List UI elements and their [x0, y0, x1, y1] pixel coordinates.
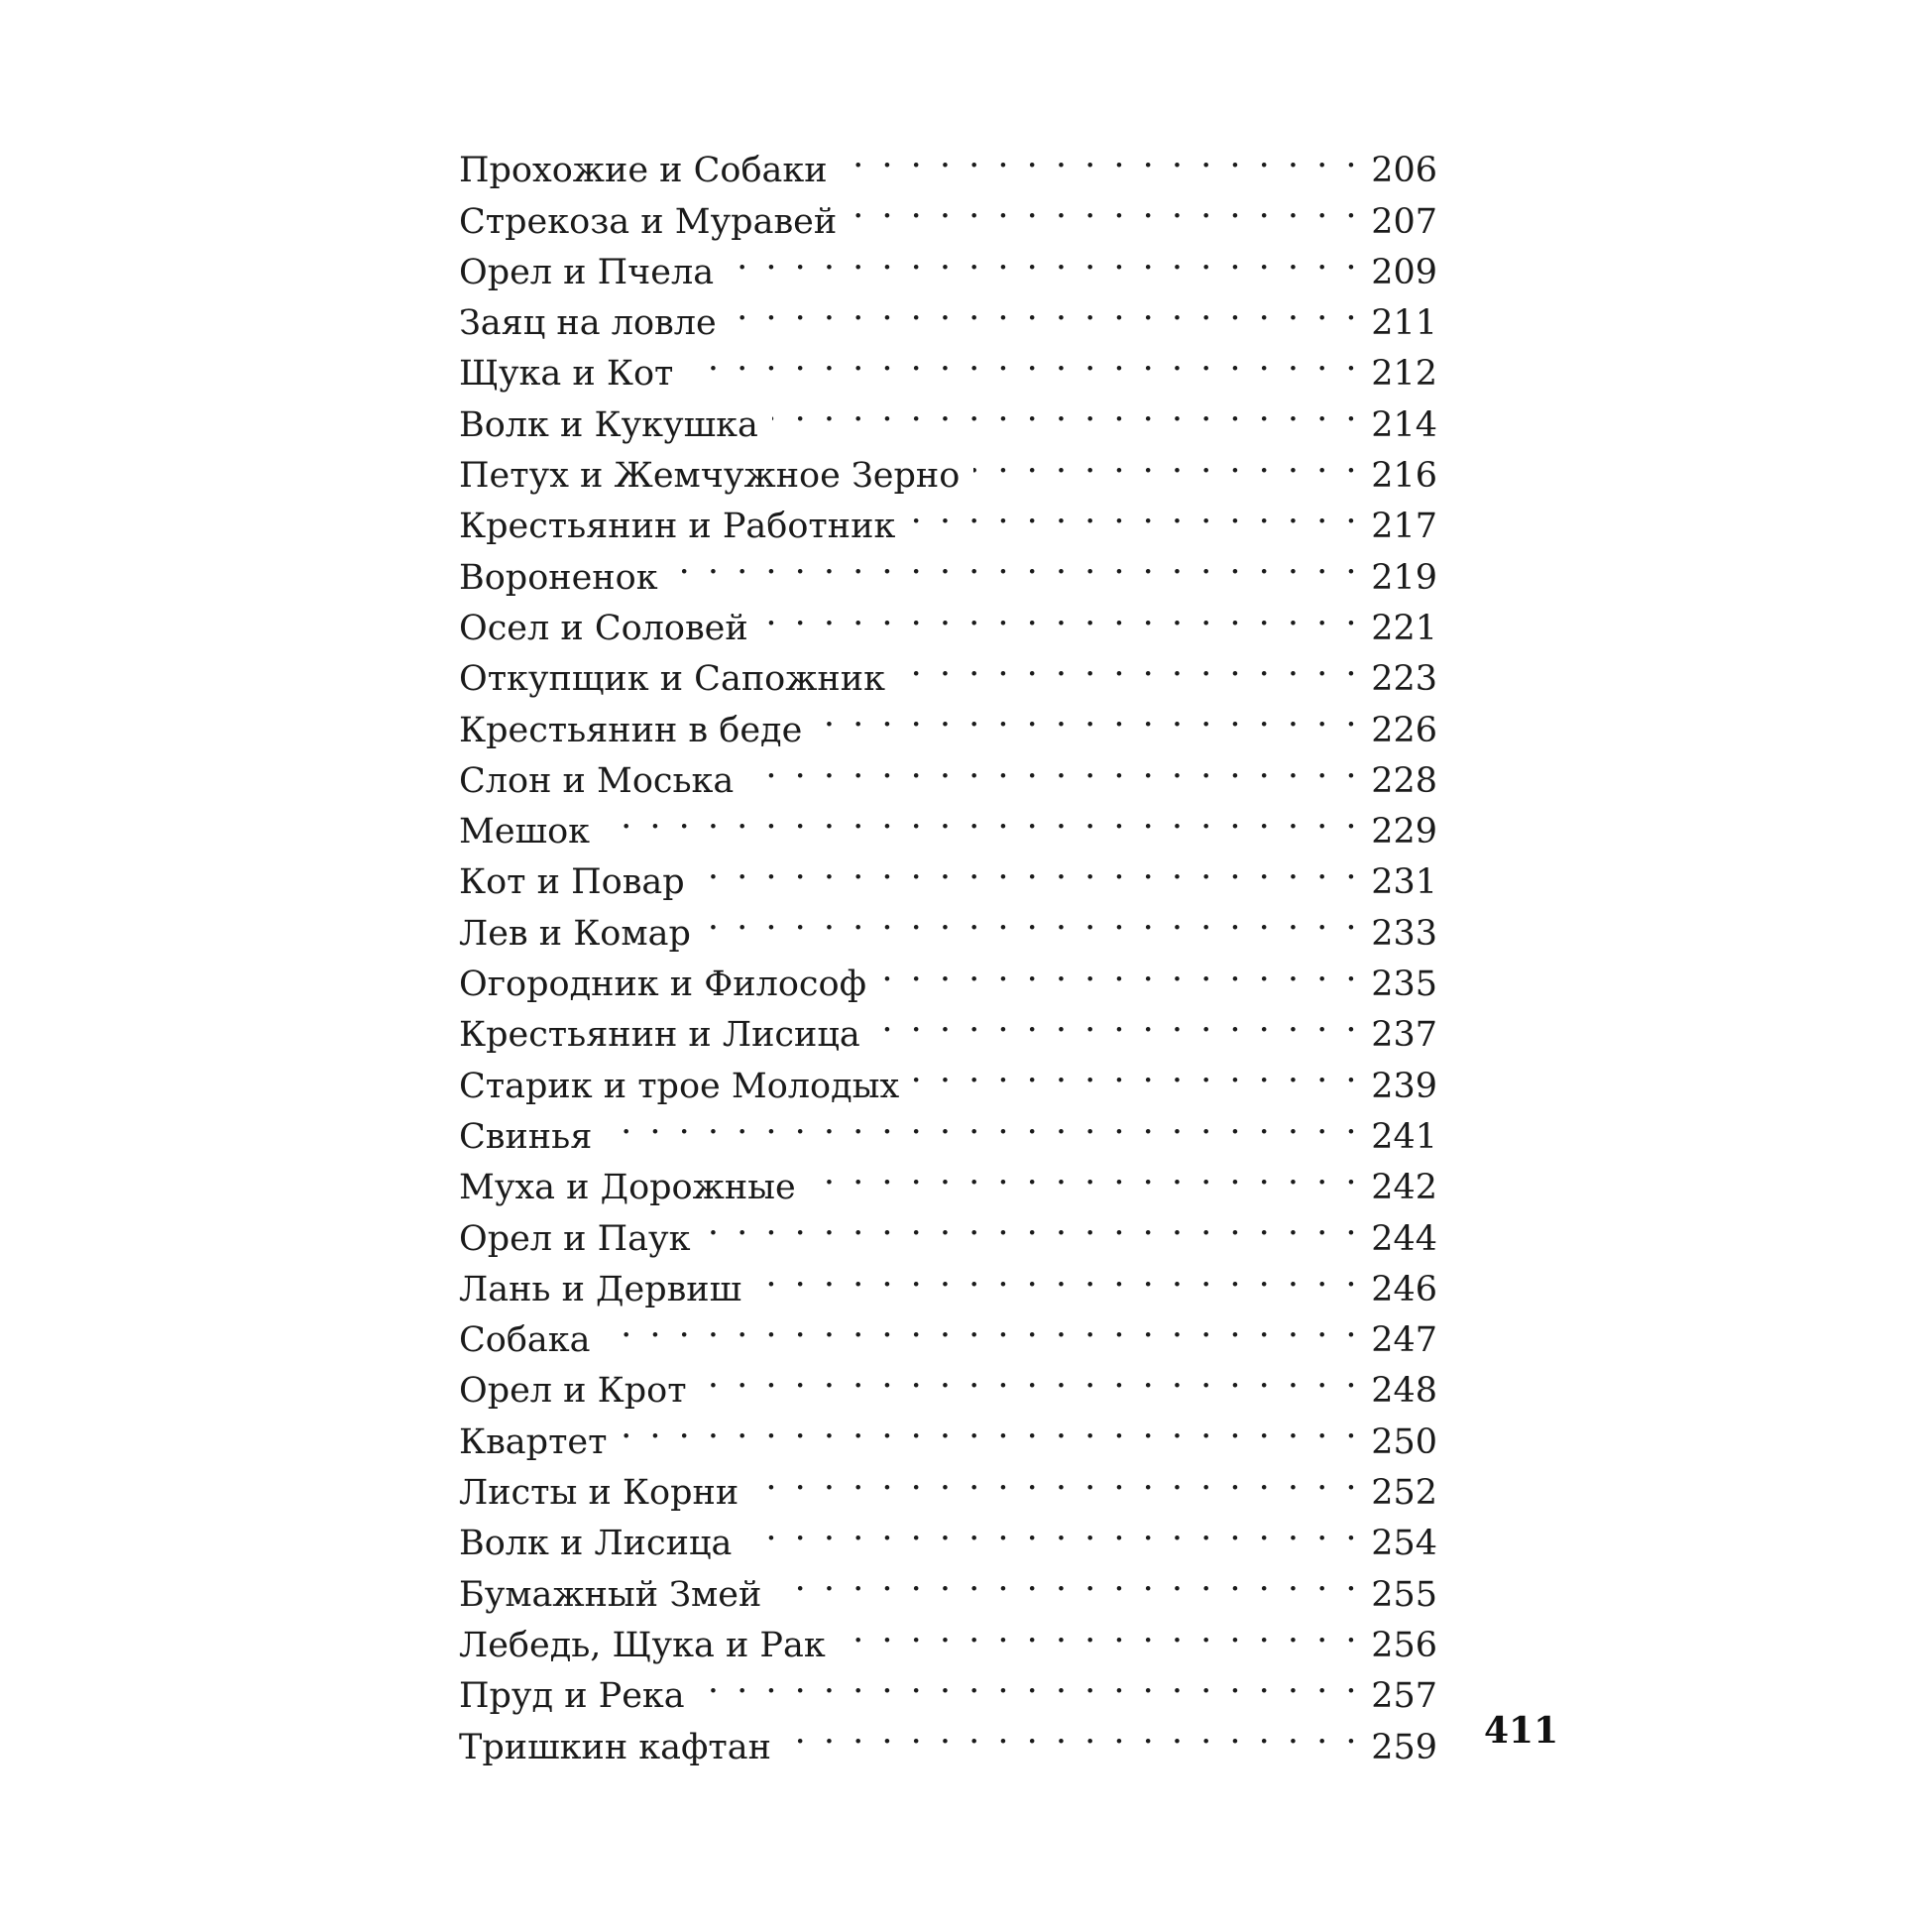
toc-entry-page: 229 — [1371, 812, 1437, 852]
dot-leader — [704, 1198, 1360, 1249]
toc-entry-page: 241 — [1371, 1116, 1437, 1157]
toc-entry-title: Кот и Повар — [459, 862, 685, 903]
toc-entry-title: Старик и трое Молодых — [459, 1066, 900, 1106]
dot-leader — [810, 1148, 1360, 1198]
dot-leader — [913, 1046, 1360, 1096]
toc-entry — [459, 1097, 1437, 1157]
toc-entry-page: 257 — [1371, 1676, 1437, 1717]
dot-leader — [775, 1554, 1360, 1605]
toc-entry-page: 239 — [1371, 1066, 1437, 1106]
toc-entry-page: 226 — [1371, 710, 1437, 750]
dot-leader — [816, 690, 1360, 740]
toc-entry-page: 248 — [1371, 1371, 1437, 1412]
toc-entry-page: 216 — [1371, 456, 1437, 497]
dot-leader — [728, 233, 1360, 284]
table-of-contents — [459, 131, 1437, 1767]
toc-entry-title: Собака — [459, 1320, 591, 1361]
dot-leader — [605, 1301, 1360, 1351]
toc-entry-page: 207 — [1371, 201, 1437, 242]
toc-entry-title: Лебедь, Щука и Рак — [459, 1625, 826, 1665]
toc-entry-title: Прохожие и Собаки — [459, 151, 828, 191]
toc-entry-page: 219 — [1371, 557, 1437, 598]
toc-entry-title: Бумажный Змей — [459, 1574, 762, 1615]
toc-entry-title: Крестьянин и Работник — [459, 507, 896, 547]
toc-entry-title: Квартет — [459, 1421, 608, 1462]
toc-entry — [459, 843, 1437, 903]
toc-entry-title: Стрекоза и Муравей — [459, 201, 838, 242]
toc-entry-title: Волк и Кукушка — [459, 404, 758, 445]
dot-leader — [699, 843, 1360, 893]
toc-entry-title: Щука и Кот — [459, 354, 674, 395]
toc-entry-page: 211 — [1371, 303, 1437, 344]
dot-leader — [752, 1453, 1360, 1504]
toc-entry-page: 209 — [1371, 252, 1437, 292]
toc-entry-title: Заяц на ловле — [459, 303, 717, 344]
dot-leader — [785, 1707, 1360, 1758]
toc-entry-title: Волк и Лисица — [459, 1524, 733, 1564]
dot-leader — [851, 181, 1360, 232]
toc-entry-page: 228 — [1371, 760, 1437, 801]
dot-leader — [604, 792, 1360, 843]
dot-leader — [701, 1351, 1360, 1402]
toc-entry-page: 247 — [1371, 1320, 1437, 1361]
toc-entry-page: 252 — [1371, 1473, 1437, 1514]
dot-leader — [622, 1402, 1360, 1452]
toc-entry-title: Мешок — [459, 812, 591, 852]
toc-entry-title: Откупщик и Сапожник — [459, 659, 885, 700]
toc-entry-page: 237 — [1371, 1015, 1437, 1056]
toc-entry-page: 221 — [1371, 608, 1437, 648]
dot-leader — [762, 589, 1360, 639]
toc-entry-title: Крестьянин и Лисица — [459, 1015, 860, 1056]
dot-leader — [606, 1097, 1360, 1148]
dot-leader — [705, 893, 1360, 944]
toc-entry-title: Листы и Корни — [459, 1473, 739, 1514]
toc-entry-page: 206 — [1371, 151, 1437, 191]
dot-leader — [840, 1606, 1360, 1656]
toc-entry-title: Свинья — [459, 1116, 593, 1157]
dot-leader — [842, 131, 1360, 181]
toc-entry-title: Орел и Паук — [459, 1218, 691, 1259]
toc-entry-page: 256 — [1371, 1625, 1437, 1665]
dot-leader — [755, 1250, 1360, 1301]
toc-entry-title: Орел и Крот — [459, 1371, 687, 1412]
dot-leader — [899, 639, 1360, 690]
toc-entry-title: Петух и Жемчужное Зерно — [459, 456, 961, 497]
toc-entry-page: 214 — [1371, 404, 1437, 445]
toc-entry-title: Орел и Пчела — [459, 252, 715, 292]
toc-entry-page: 231 — [1371, 862, 1437, 903]
toc-entry-title: Крестьянин в беде — [459, 710, 803, 750]
toc-entry-page: 242 — [1371, 1168, 1437, 1208]
toc-entry-page: 246 — [1371, 1269, 1437, 1309]
toc-entry-page: 255 — [1371, 1574, 1437, 1615]
toc-entry-page: 223 — [1371, 659, 1437, 700]
toc-entry-title: Огородник и Философ — [459, 965, 866, 1005]
toc-entry-page: 259 — [1371, 1727, 1437, 1767]
toc-entry — [459, 131, 1437, 191]
dot-leader — [880, 945, 1360, 995]
toc-entry-page: 235 — [1371, 965, 1437, 1005]
toc-entry-title: Пруд и Река — [459, 1676, 685, 1717]
dot-leader — [909, 487, 1360, 537]
dot-leader — [672, 537, 1360, 588]
dot-leader — [699, 1656, 1360, 1707]
dot-leader — [745, 1504, 1360, 1554]
toc-entry — [459, 1351, 1437, 1412]
toc-entry-title: Лань и Дервиш — [459, 1269, 742, 1309]
toc-entry-page: 233 — [1371, 913, 1437, 954]
toc-entry-title: Муха и Дорожные — [459, 1168, 796, 1208]
toc-entry-page: 244 — [1371, 1218, 1437, 1259]
toc-entry — [459, 792, 1437, 852]
dot-leader — [747, 741, 1360, 792]
toc-entry-page: 217 — [1371, 507, 1437, 547]
page-number: 411 — [1484, 1710, 1559, 1752]
toc-entry-page: 250 — [1371, 1421, 1437, 1462]
toc-entry-title: Лев и Комар — [459, 913, 691, 954]
toc-entry — [459, 1301, 1437, 1361]
toc-entry-title: Осел и Соловей — [459, 608, 748, 648]
dot-leader — [772, 385, 1360, 435]
dot-leader — [874, 995, 1360, 1046]
toc-entry-page: 254 — [1371, 1524, 1437, 1564]
dot-leader — [973, 436, 1360, 487]
toc-entry-title: Вороненок — [459, 557, 658, 598]
toc-entry-title: Тришкин кафтан — [459, 1727, 771, 1767]
dot-leader — [731, 284, 1360, 334]
toc-entry-page: 212 — [1371, 354, 1437, 395]
dot-leader — [687, 334, 1360, 385]
toc-entry-title: Слон и Моська — [459, 760, 735, 801]
